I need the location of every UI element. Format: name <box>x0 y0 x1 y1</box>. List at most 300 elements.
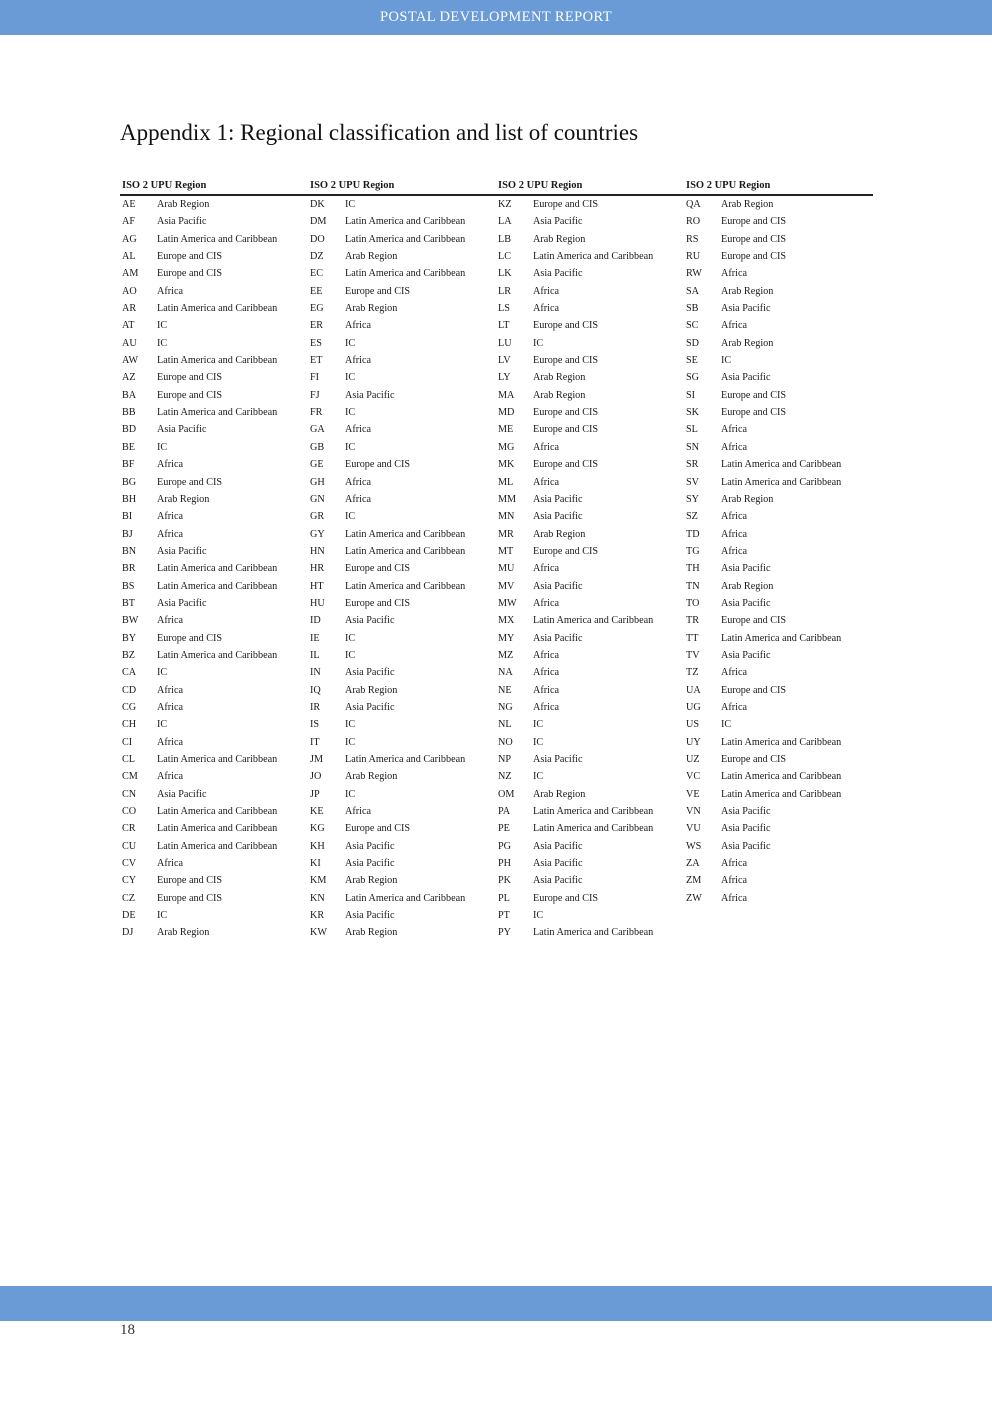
iso-code: PG <box>498 840 512 852</box>
table-row <box>684 890 873 907</box>
iso-code: BE <box>122 441 136 453</box>
upu-region: Asia Pacific <box>533 268 583 280</box>
table-row <box>684 421 873 438</box>
upu-region: Europe and CIS <box>345 285 411 297</box>
upu-region: Asia Pacific <box>345 615 395 627</box>
table-row <box>308 526 496 543</box>
table-row <box>684 768 873 785</box>
upu-region: Africa <box>345 476 372 488</box>
upu-region: Asia Pacific <box>533 754 583 765</box>
iso-code: GN <box>310 493 325 505</box>
iso-code: CD <box>122 684 137 696</box>
table-row <box>308 352 496 369</box>
table-row <box>308 543 496 560</box>
upu-region: Europe and CIS <box>157 875 223 887</box>
iso-code: MZ <box>498 649 514 661</box>
table-column <box>308 196 496 942</box>
upu-region: Asia Pacific <box>345 858 395 870</box>
table-row <box>308 508 496 525</box>
table-row <box>684 300 873 317</box>
table-row <box>308 924 496 941</box>
table-row <box>120 595 308 612</box>
upu-region: Europe and CIS <box>721 216 787 228</box>
upu-region: Africa <box>533 684 560 696</box>
table-row <box>120 543 308 560</box>
table-row <box>496 578 684 595</box>
iso-code: MA <box>498 389 515 401</box>
iso-code: AU <box>122 337 137 349</box>
upu-region: IC <box>345 511 356 523</box>
table-row <box>120 387 308 404</box>
upu-region: Europe and CIS <box>345 459 411 471</box>
upu-region: Africa <box>721 875 748 887</box>
table-row <box>120 335 308 352</box>
iso-code: NZ <box>498 771 512 783</box>
upu-region: Latin America and Caribbean <box>345 892 466 904</box>
upu-region: Africa <box>533 303 560 315</box>
upu-region: Asia Pacific <box>345 667 395 679</box>
upu-region: Europe and CIS <box>721 233 787 245</box>
iso-code: FJ <box>310 389 320 401</box>
iso-code: AM <box>122 268 139 280</box>
table-row <box>120 508 308 525</box>
table-row <box>308 300 496 317</box>
iso-code: LY <box>498 372 511 384</box>
upu-region: Asia Pacific <box>157 545 207 557</box>
upu-region: Asia Pacific <box>721 840 771 852</box>
table-row <box>308 630 496 647</box>
table-row <box>496 543 684 560</box>
upu-region: Latin America and Caribbean <box>157 823 278 835</box>
table-row <box>120 630 308 647</box>
upu-region: IC <box>345 632 356 644</box>
iso-code: ZA <box>686 858 700 870</box>
upu-region: Africa <box>533 701 560 713</box>
iso-code: BF <box>122 459 135 471</box>
iso-code: DJ <box>122 927 134 939</box>
iso-code: SV <box>686 476 700 488</box>
table-row <box>120 716 308 733</box>
table-row <box>120 560 308 577</box>
iso-code: MN <box>498 511 515 523</box>
upu-region: Africa <box>721 268 748 280</box>
upu-region: Africa <box>157 736 184 748</box>
upu-region: Africa <box>533 563 560 575</box>
iso-code: PH <box>498 858 512 870</box>
upu-region: Latin America and Caribbean <box>345 216 466 228</box>
upu-region: Africa <box>345 493 372 505</box>
table-row <box>308 369 496 386</box>
upu-region: Latin America and Caribbean <box>533 823 654 835</box>
upu-region: Asia Pacific <box>533 875 583 887</box>
upu-region: Arab Region <box>345 771 398 783</box>
upu-region: Africa <box>533 597 560 609</box>
upu-region: Latin America and Caribbean <box>157 754 278 765</box>
table-column <box>684 196 873 942</box>
iso-code: LU <box>498 337 512 349</box>
iso-code: SR <box>686 459 699 471</box>
table-row <box>308 716 496 733</box>
iso-code: CO <box>122 806 137 818</box>
table-row <box>120 526 308 543</box>
table-row <box>308 578 496 595</box>
upu-region: Europe and CIS <box>345 597 411 609</box>
table-row <box>308 699 496 716</box>
upu-region: IC <box>157 441 168 453</box>
iso-code: MX <box>498 615 515 627</box>
iso-code: KM <box>310 875 327 887</box>
table-row <box>496 924 684 941</box>
upu-region: Arab Region <box>721 199 774 210</box>
table-row <box>496 387 684 404</box>
iso-code: AF <box>122 216 136 228</box>
table-row <box>496 630 684 647</box>
iso-code: UA <box>686 684 701 696</box>
table-row <box>684 474 873 491</box>
iso-code: EG <box>310 303 324 315</box>
iso-code: IR <box>310 701 321 713</box>
table-row <box>120 682 308 699</box>
table-row <box>684 612 873 629</box>
iso-code: GB <box>310 441 325 453</box>
upu-region: Asia Pacific <box>533 632 583 644</box>
iso-code: EE <box>310 285 323 297</box>
table-row <box>120 786 308 803</box>
upu-region: Asia Pacific <box>157 424 207 436</box>
iso-code: BG <box>122 476 137 488</box>
table-row <box>684 855 873 872</box>
iso-code: SL <box>686 424 698 436</box>
upu-region: Africa <box>345 355 372 367</box>
iso-code: NO <box>498 736 513 748</box>
upu-region: IC <box>345 719 356 731</box>
upu-region: Africa <box>157 684 184 696</box>
upu-region: Europe and CIS <box>533 320 599 332</box>
table-row <box>308 335 496 352</box>
table-row <box>120 803 308 820</box>
table-header-row <box>120 178 873 196</box>
iso-code: KE <box>310 806 324 818</box>
iso-code: AL <box>122 251 136 263</box>
iso-code: SC <box>686 320 699 332</box>
iso-code: MY <box>498 632 515 644</box>
iso-code: CM <box>122 771 138 783</box>
iso-code: UY <box>686 736 701 748</box>
iso-code: ML <box>498 476 514 488</box>
upu-region: IC <box>345 337 356 349</box>
iso-code: BJ <box>122 528 133 540</box>
table-row <box>684 248 873 265</box>
iso-code: BZ <box>122 649 136 661</box>
upu-region: Europe and CIS <box>721 754 787 765</box>
upu-region: Asia Pacific <box>157 216 207 228</box>
upu-region: IC <box>533 337 544 349</box>
iso-code: AW <box>122 355 139 367</box>
upu-region: IC <box>721 355 732 367</box>
iso-code: DE <box>122 910 136 922</box>
upu-region: Arab Region <box>533 788 586 800</box>
upu-region: Arab Region <box>721 337 774 349</box>
iso-code: IQ <box>310 684 321 696</box>
iso-code: LV <box>498 355 511 367</box>
page-heading: Appendix 1: Regional classification and list of countries <box>120 120 639 145</box>
iso-code: ER <box>310 320 324 332</box>
upu-region: IC <box>345 407 356 419</box>
iso-code: IL <box>310 649 320 661</box>
upu-region: Africa <box>721 545 748 557</box>
upu-region: Latin America and Caribbean <box>721 632 842 644</box>
upu-region: Europe and CIS <box>721 251 787 263</box>
table-row <box>496 786 684 803</box>
iso-code: MG <box>498 441 515 453</box>
upu-region: Asia Pacific <box>533 840 583 852</box>
iso-code: NP <box>498 754 512 765</box>
table-column <box>120 196 308 942</box>
upu-region: Asia Pacific <box>721 563 771 575</box>
upu-region: Africa <box>533 441 560 453</box>
iso-code: BA <box>122 389 137 401</box>
iso-code: MR <box>498 528 514 540</box>
header-bar <box>0 0 992 35</box>
iso-code: AR <box>122 303 137 315</box>
table-row <box>308 196 496 213</box>
iso-code: PT <box>498 910 510 922</box>
upu-region: Africa <box>533 667 560 679</box>
iso-code: NG <box>498 701 513 713</box>
iso-code: MT <box>498 545 514 557</box>
table-row <box>308 907 496 924</box>
table-row <box>120 907 308 924</box>
table-row <box>684 508 873 525</box>
table-row <box>496 491 684 508</box>
table-row <box>496 751 684 768</box>
table-row <box>684 595 873 612</box>
table-row <box>496 560 684 577</box>
upu-region: Africa <box>157 701 184 713</box>
iso-code: BH <box>122 493 137 505</box>
table-row <box>120 300 308 317</box>
table-row <box>120 768 308 785</box>
table-row <box>684 560 873 577</box>
iso-code: BS <box>122 580 135 592</box>
table-row <box>496 231 684 248</box>
upu-region: Latin America and Caribbean <box>533 927 654 939</box>
upu-region: Arab Region <box>721 493 774 505</box>
table-row <box>684 699 873 716</box>
table-row <box>120 647 308 664</box>
upu-region: Europe and CIS <box>721 684 787 696</box>
iso-code: KN <box>310 892 325 904</box>
iso-code: MM <box>498 493 517 505</box>
upu-region: IC <box>157 910 168 922</box>
table-row <box>684 526 873 543</box>
upu-region: Latin America and Caribbean <box>157 649 278 661</box>
iso-code: FI <box>310 372 320 384</box>
table-row <box>496 734 684 751</box>
table-row <box>684 317 873 334</box>
table-row <box>120 491 308 508</box>
upu-region: Arab Region <box>157 927 210 939</box>
table-row <box>684 196 873 213</box>
iso-code: TH <box>686 563 700 575</box>
upu-region: IC <box>533 910 544 922</box>
upu-region: Asia Pacific <box>721 303 771 315</box>
iso-code: CV <box>122 858 137 870</box>
table-row <box>496 664 684 681</box>
iso-code: SK <box>686 407 700 419</box>
iso-code: TO <box>686 597 700 609</box>
table-row <box>684 682 873 699</box>
upu-region: Europe and CIS <box>721 389 787 401</box>
table-row <box>684 786 873 803</box>
upu-region: Arab Region <box>533 528 586 540</box>
iso-code: MV <box>498 580 515 592</box>
upu-region: Africa <box>345 320 372 332</box>
iso-code: HN <box>310 545 325 557</box>
iso-code: CR <box>122 823 136 835</box>
upu-region: Asia Pacific <box>721 806 771 818</box>
upu-region: Arab Region <box>533 372 586 384</box>
table-row <box>308 439 496 456</box>
table-row <box>308 317 496 334</box>
table-row <box>684 265 873 282</box>
table-row <box>308 474 496 491</box>
upu-region: IC <box>345 649 356 661</box>
table-body <box>120 196 873 942</box>
iso-code: FR <box>310 407 323 419</box>
upu-region: Latin America and Caribbean <box>345 545 466 557</box>
iso-code: MD <box>498 407 515 419</box>
upu-region: Africa <box>533 476 560 488</box>
iso-code: TZ <box>686 667 699 679</box>
iso-code: DM <box>310 216 327 228</box>
upu-region: Africa <box>157 528 184 540</box>
upu-region: Asia Pacific <box>157 788 207 800</box>
table-row <box>120 248 308 265</box>
iso-code: LA <box>498 216 512 228</box>
table-row <box>308 612 496 629</box>
table-row <box>308 664 496 681</box>
table-row <box>308 890 496 907</box>
upu-region: Europe and CIS <box>721 615 787 627</box>
upu-region: Africa <box>345 806 372 818</box>
table-row <box>684 803 873 820</box>
upu-region: IC <box>345 372 356 384</box>
table-row <box>308 768 496 785</box>
iso-code: VN <box>686 806 701 818</box>
upu-region: Europe and CIS <box>157 892 223 904</box>
table-row <box>120 924 308 941</box>
iso-code: RO <box>686 216 701 228</box>
upu-region: Asia Pacific <box>533 493 583 505</box>
iso-code: BB <box>122 407 136 419</box>
iso-code: AE <box>122 199 136 210</box>
table-row <box>684 664 873 681</box>
report-title: POSTAL DEVELOPMENT REPORT <box>380 9 612 25</box>
iso-code: VC <box>686 771 701 783</box>
table-row <box>496 300 684 317</box>
table-row <box>496 682 684 699</box>
iso-code: RW <box>686 268 702 280</box>
iso-code: BI <box>122 511 133 523</box>
table-row <box>684 369 873 386</box>
table-row <box>684 491 873 508</box>
table-row <box>308 838 496 855</box>
upu-region: Africa <box>721 441 748 453</box>
upu-region: Latin America and Caribbean <box>721 459 842 471</box>
upu-region: Latin America and Caribbean <box>345 233 466 245</box>
column-header: ISO 2 UPU Region <box>120 178 308 195</box>
upu-region: Europe and CIS <box>157 372 223 384</box>
iso-code: IS <box>310 719 320 731</box>
upu-region: IC <box>157 320 168 332</box>
table-row <box>120 474 308 491</box>
upu-region: Asia Pacific <box>157 597 207 609</box>
table-row <box>120 404 308 421</box>
upu-region: Europe and CIS <box>721 407 787 419</box>
table-row <box>308 283 496 300</box>
table-row <box>120 213 308 230</box>
iso-code: EC <box>310 268 324 280</box>
upu-region: Latin America and Caribbean <box>345 528 466 540</box>
upu-region: Latin America and Caribbean <box>157 303 278 315</box>
table-row <box>120 317 308 334</box>
table-row <box>684 352 873 369</box>
iso-code: OM <box>498 788 515 800</box>
table-row <box>120 664 308 681</box>
iso-code: MW <box>498 597 517 609</box>
upu-region: IC <box>157 337 168 349</box>
table-row <box>120 456 308 473</box>
iso-code: PK <box>498 875 512 887</box>
upu-region: Asia Pacific <box>721 823 771 835</box>
table-row <box>496 838 684 855</box>
table-row <box>120 231 308 248</box>
table-row <box>684 404 873 421</box>
table-row <box>308 560 496 577</box>
upu-region: Arab Region <box>345 684 398 696</box>
iso-code: AO <box>122 285 137 297</box>
table-row <box>496 196 684 213</box>
iso-code: CY <box>122 875 137 887</box>
table-row <box>308 421 496 438</box>
table-row <box>308 682 496 699</box>
iso-code: BY <box>122 632 137 644</box>
column-header: ISO 2 UPU Region <box>684 178 873 195</box>
upu-region: IC <box>157 719 168 731</box>
upu-region: IC <box>721 719 732 731</box>
iso-code: LB <box>498 233 512 245</box>
table-row <box>496 612 684 629</box>
upu-region: Africa <box>721 858 748 870</box>
iso-code: KI <box>310 858 321 870</box>
table-row <box>496 456 684 473</box>
upu-region: Asia Pacific <box>345 701 395 713</box>
table-row <box>120 890 308 907</box>
upu-region: IC <box>345 736 356 748</box>
table-row <box>496 369 684 386</box>
iso-code: ET <box>310 355 323 367</box>
table-row <box>684 456 873 473</box>
iso-code: PY <box>498 927 512 939</box>
table-row <box>684 283 873 300</box>
upu-region: Europe and CIS <box>157 389 223 401</box>
iso-code: LK <box>498 268 512 280</box>
iso-code: CN <box>122 788 137 800</box>
page-number: 18 <box>120 1322 135 1338</box>
iso-code: LS <box>498 303 510 315</box>
upu-region: Africa <box>157 459 184 471</box>
